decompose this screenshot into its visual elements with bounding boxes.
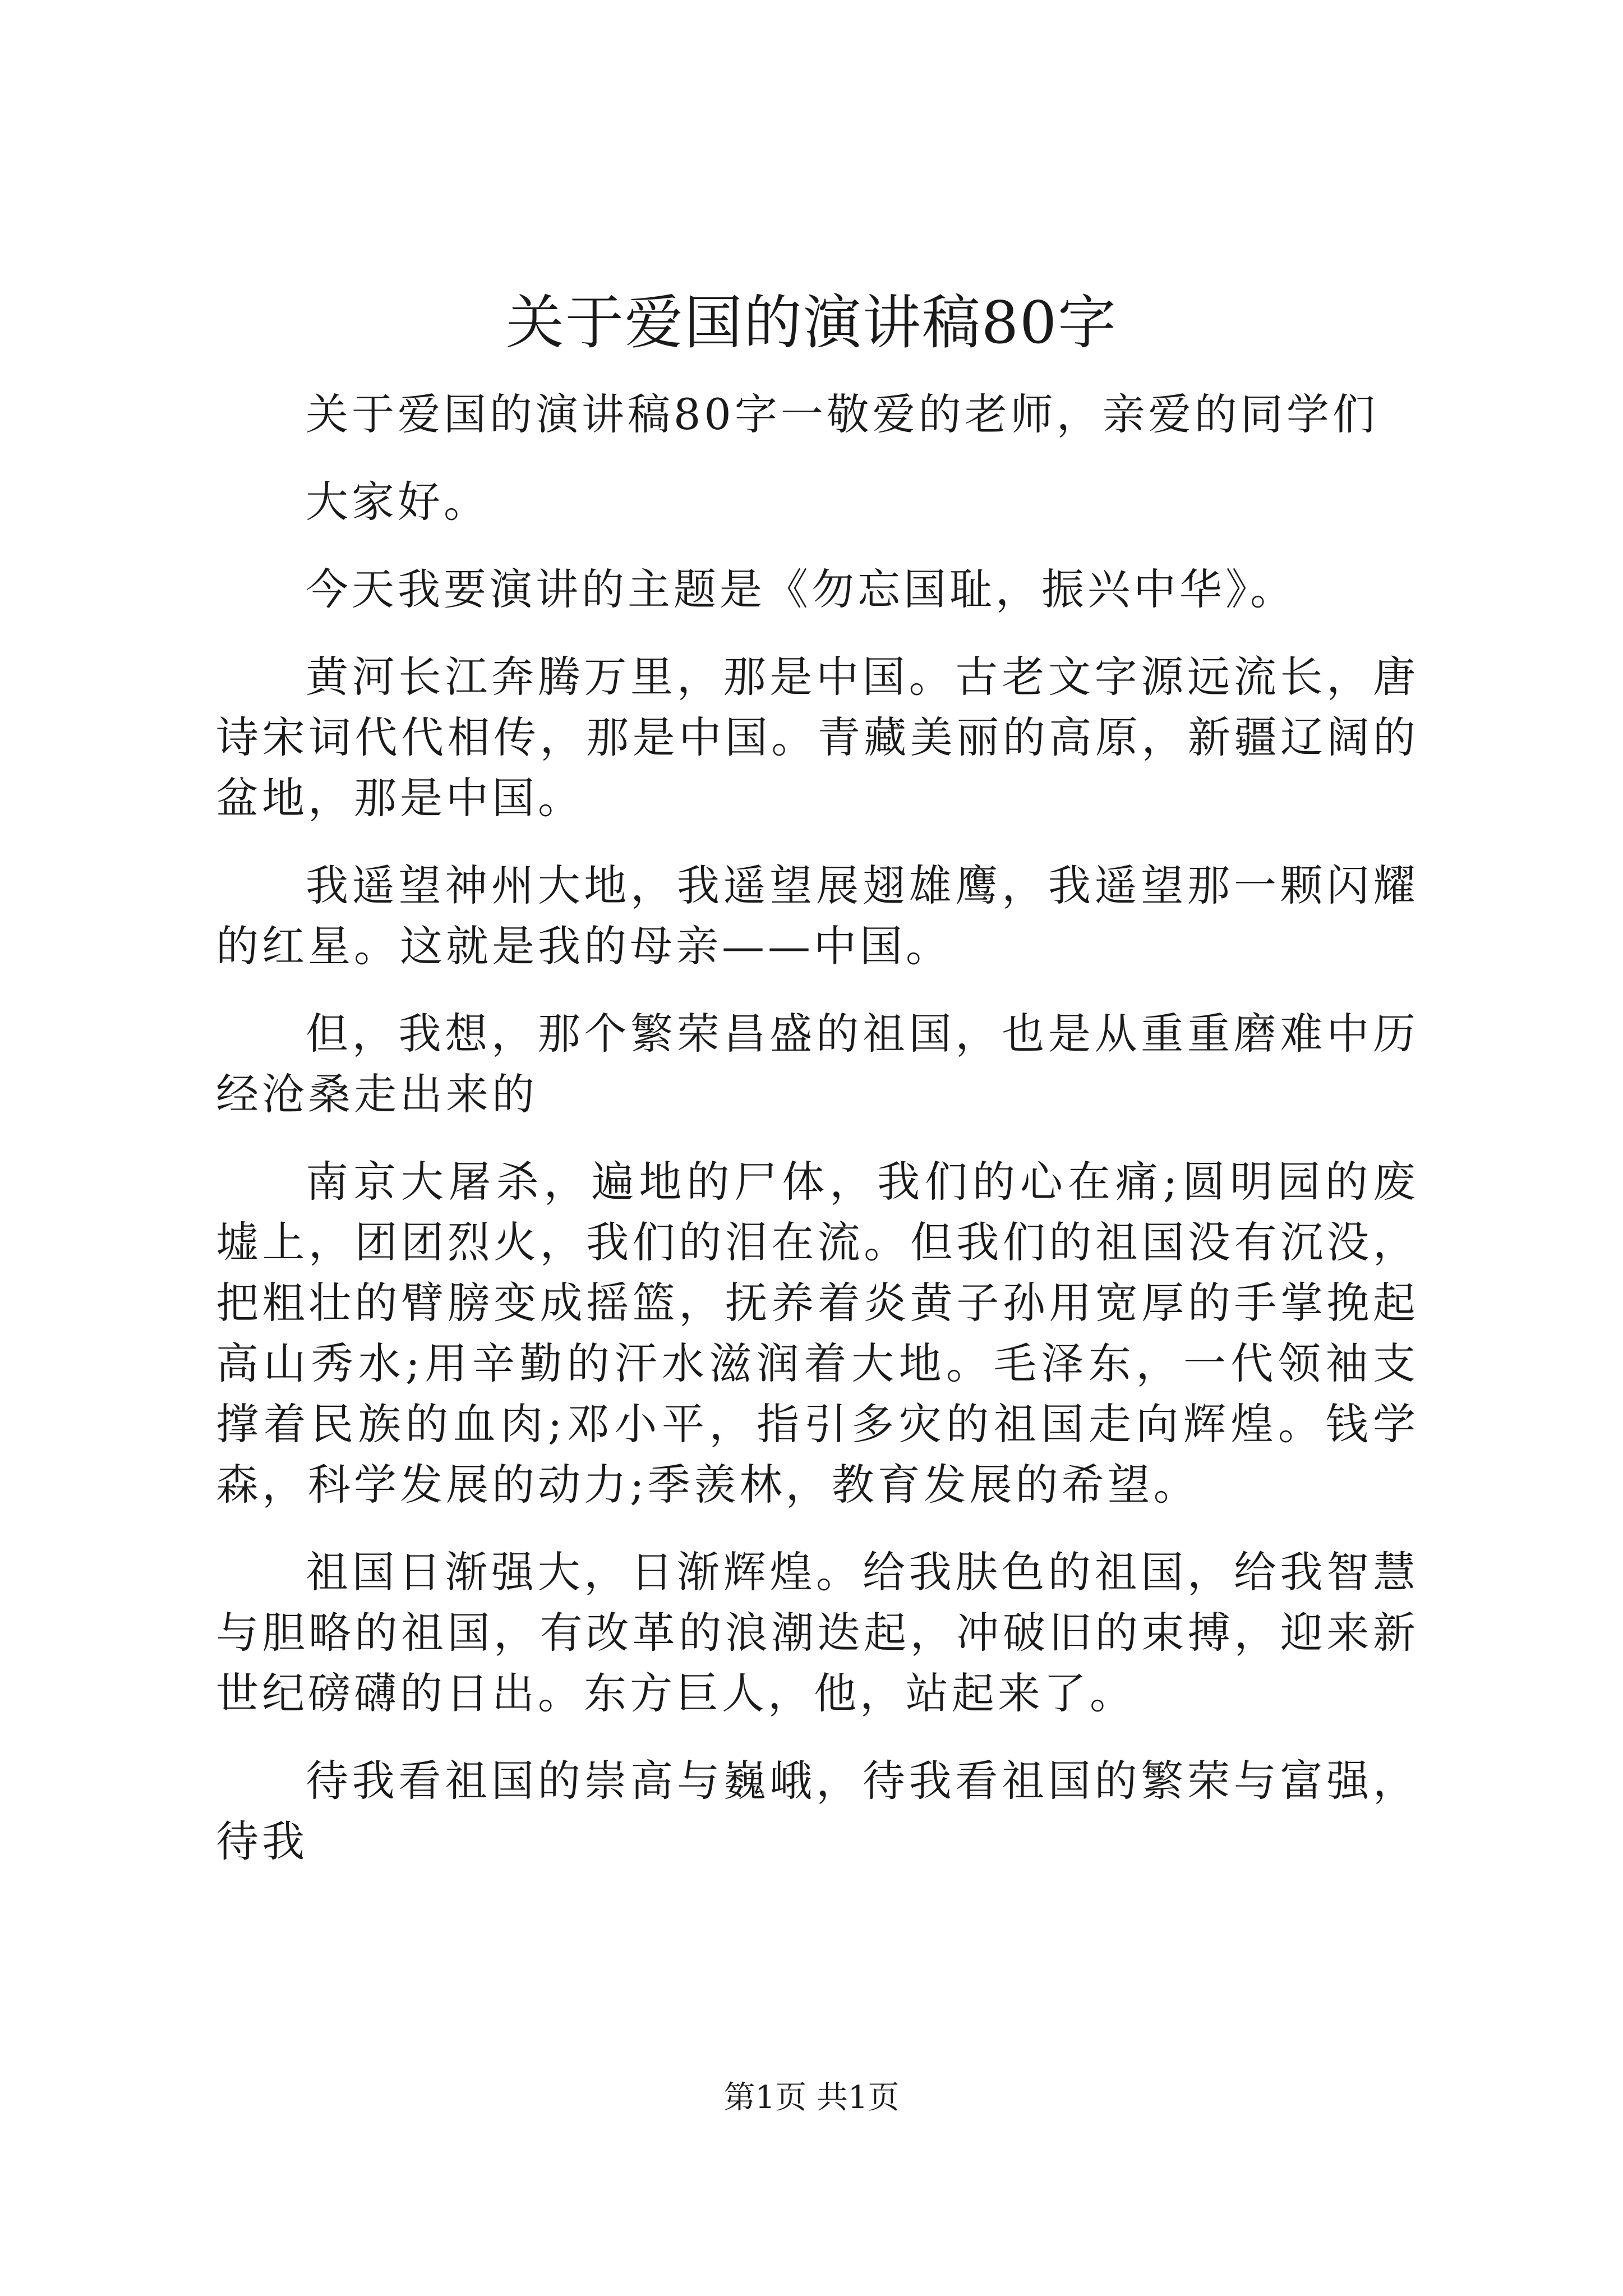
paragraph-7: 南京大屠杀，遍地的尸体，我们的心在痛;圆明园的废墟上，团团烈火，我们的泪在流。但我们的祖国没有沉没，把粗壮的臂膀变成摇篮，抚养着炎黄子孙用宽厚的手掌挽起高山秀水;用辛勤的汗水滋润着大地。毛泽东，一代领袖支撑着民族的血肉;邓小平，指引多灾的祖国走向辉煌。钱学森，科学发展的动力;季羡林，教育发展的希望。 [216,1157,1419,1510]
paragraph-1: 关于爱国的演讲稿80字一敬爱的老师，亲爱的同学们 [306,389,1378,439]
paragraph-8: 祖国日渐强大，日渐辉煌。给我肤色的祖国，给我智慧与胆略的祖国，有改革的浪潮迭起，冲破旧的束搏，迎来新世纪磅礴的日出。东方巨人，他，站起来了。 [216,1547,1419,1718]
paragraph-3: 今天我要演讲的主题是《勿忘国耻，振兴中华》。 [306,564,1296,614]
paragraph-4: 黄河长江奔腾万里，那是中国。古老文字源远流长，唐诗宋词代代相传，那是中国。青藏美丽的高原，新疆辽阔的盆地，那是中国。 [216,652,1419,823]
paragraph-5: 我遥望神州大地，我遥望展翅雄鹰，我遥望那一颗闪耀的红星。这就是我的母亲——中国。 [216,861,1419,971]
document-title: 关于爱国的演讲稿80字 [505,288,1118,357]
paragraph-9: 待我看祖国的崇高与巍峨，待我看祖国的繁荣与富强，待我 [216,1756,1419,1866]
paragraph-2: 大家好。 [306,477,490,527]
page-footer: 第1页 共1页 [723,2079,900,2116]
paragraph-6: 但，我想，那个繁荣昌盛的祖国，也是从重重磨难中历经沧桑走出来的 [216,1009,1419,1119]
document-body [216,384,1419,1899]
